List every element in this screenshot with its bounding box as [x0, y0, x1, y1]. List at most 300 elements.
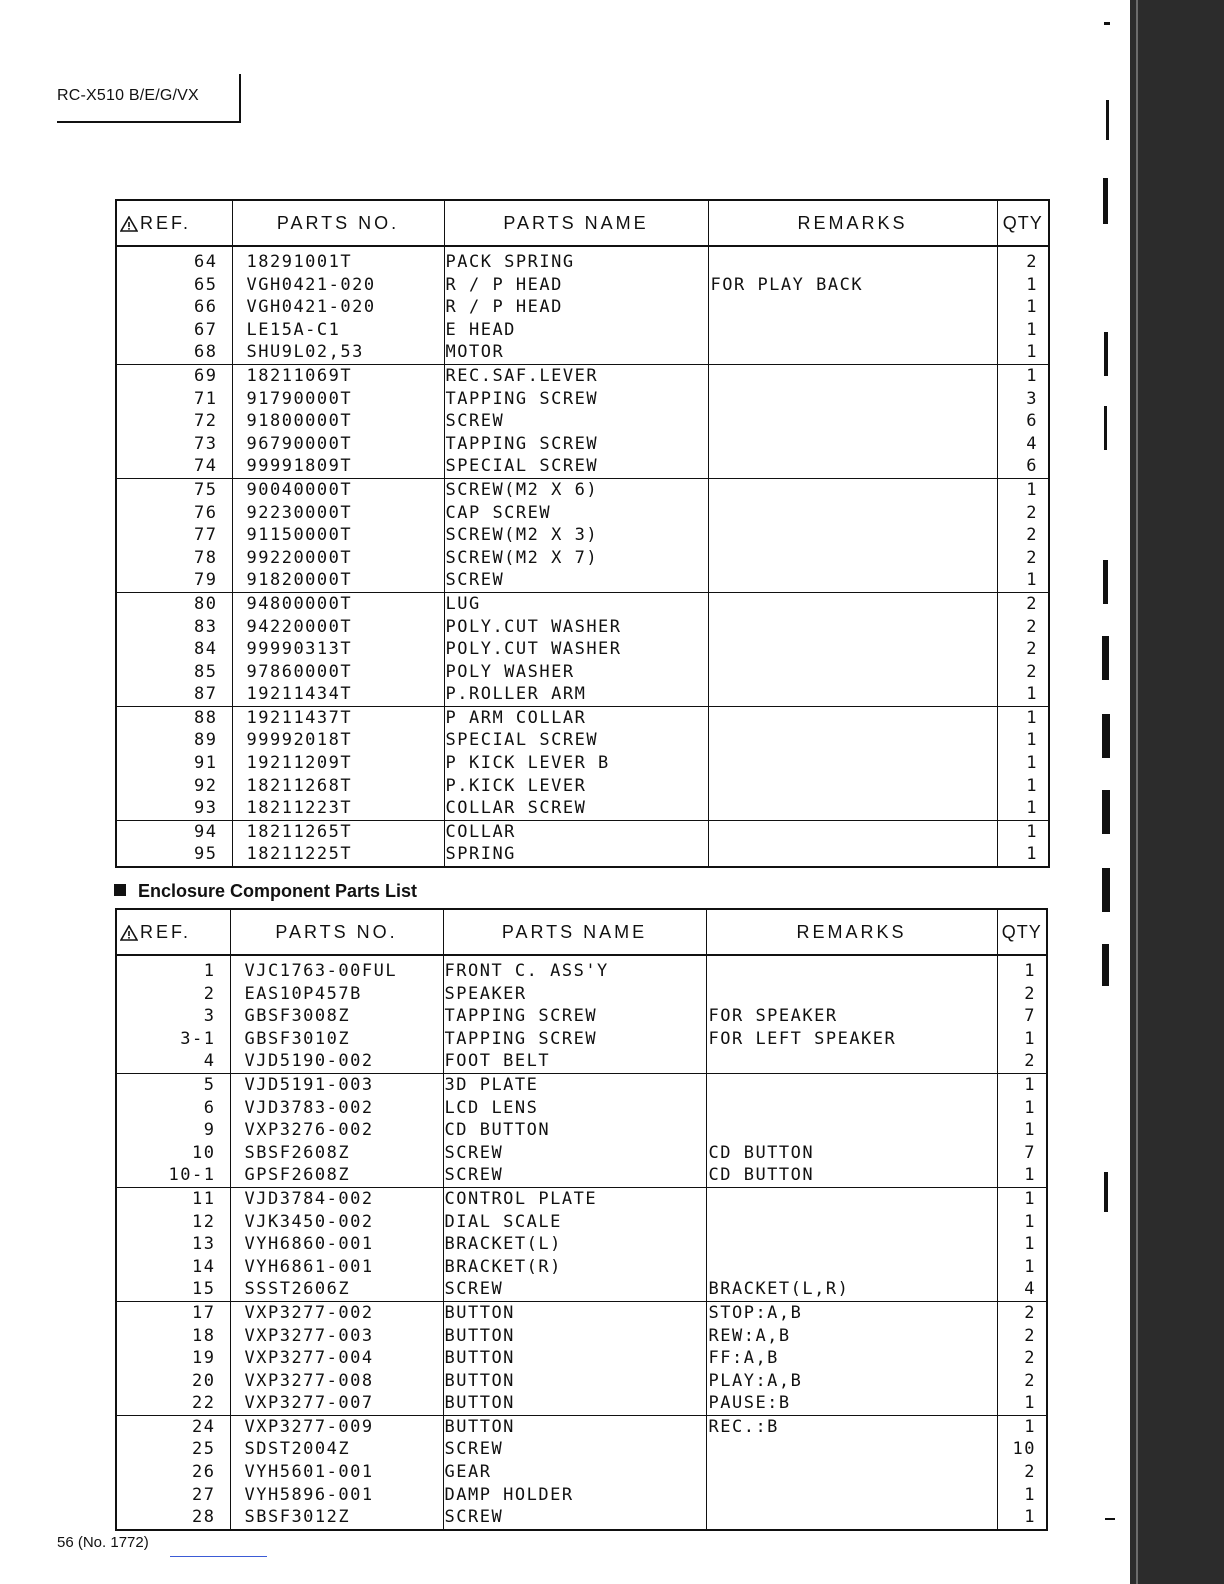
remarks-cell: PAUSE:B	[706, 1392, 997, 1415]
qty-cell: 2	[997, 592, 1049, 615]
part-name-cell: TAPPING SCREW	[444, 433, 708, 456]
ref-cell: 85	[116, 661, 232, 684]
header-divider-vertical	[239, 74, 241, 122]
qty-cell: 1	[997, 1211, 1047, 1234]
remarks-cell	[708, 729, 997, 752]
part-name-cell: FRONT C. ASS'Y	[443, 955, 706, 983]
table-row	[116, 1392, 1047, 1415]
qty-cell: 6	[997, 455, 1049, 478]
remarks-cell	[708, 319, 997, 342]
table-row	[116, 955, 1047, 983]
remarks-cell	[706, 1187, 997, 1210]
table-row	[116, 1233, 1047, 1256]
remarks-cell	[706, 1119, 997, 1142]
qty-cell: 3	[997, 388, 1049, 411]
part-number-cell: VYH5601-001	[230, 1461, 443, 1484]
ref-cell: 75	[116, 478, 232, 501]
parts-no-column-header: PARTS NO.	[230, 909, 443, 955]
ref-cell: 25	[116, 1438, 230, 1461]
remarks-cell	[708, 364, 997, 387]
ref-cell: 17	[116, 1301, 230, 1324]
qty-cell: 1	[997, 683, 1049, 706]
part-name-cell: BRACKET(L)	[443, 1233, 706, 1256]
part-number-cell: 94220000T	[232, 616, 444, 639]
part-number-cell: 18211265T	[232, 820, 444, 843]
part-number-cell: VGH0421-020	[232, 274, 444, 297]
table-header-row	[116, 200, 1049, 246]
remarks-cell: CD BUTTON	[706, 1142, 997, 1165]
part-name-cell: SPRING	[444, 843, 708, 867]
table-row	[116, 1461, 1047, 1484]
qty-cell: 1	[997, 569, 1049, 592]
table-row	[116, 1097, 1047, 1120]
part-name-cell: CAP SCREW	[444, 502, 708, 525]
table-row	[116, 797, 1049, 820]
part-name-cell: R / P HEAD	[444, 274, 708, 297]
qty-cell: 2	[997, 547, 1049, 570]
part-name-cell: SCREW(M2 X 7)	[444, 547, 708, 570]
ref-cell: 2	[116, 983, 230, 1006]
part-name-cell: SCREW	[443, 1164, 706, 1187]
safety-warning-icon	[120, 216, 138, 232]
part-name-cell: SPECIAL SCREW	[444, 729, 708, 752]
part-name-cell: COLLAR	[444, 820, 708, 843]
ref-cell: 9	[116, 1119, 230, 1142]
part-name-cell: P ARM COLLAR	[444, 706, 708, 729]
ref-cell: 10-1	[116, 1164, 230, 1187]
safety-warning-icon	[120, 925, 138, 941]
remarks-cell	[708, 569, 997, 592]
table-row	[116, 1211, 1047, 1234]
part-number-cell: 18211069T	[232, 364, 444, 387]
remarks-cell	[706, 1256, 997, 1279]
part-number-cell: 19211209T	[232, 752, 444, 775]
part-number-cell: VXP3277-003	[230, 1325, 443, 1348]
part-name-cell: SCREW	[443, 1142, 706, 1165]
part-number-cell: VJD3784-002	[230, 1187, 443, 1210]
qty-cell: 1	[997, 1256, 1047, 1279]
remarks-cell	[708, 547, 997, 570]
part-number-cell: EAS10P457B	[230, 983, 443, 1006]
qty-cell: 1	[997, 341, 1049, 364]
part-name-cell: POLY WASHER	[444, 661, 708, 684]
page-number: 56 (No. 1772)	[57, 1534, 149, 1551]
remarks-cell: FOR SPEAKER	[706, 1005, 997, 1028]
part-number-cell: VJC1763-00FUL	[230, 955, 443, 983]
table-row	[116, 1370, 1047, 1393]
remarks-cell	[708, 410, 997, 433]
ref-cell: 22	[116, 1392, 230, 1415]
table-row	[116, 274, 1049, 297]
part-name-cell: SCREW	[443, 1438, 706, 1461]
qty-cell: 1	[997, 478, 1049, 501]
qty-cell: 7	[997, 1005, 1047, 1028]
part-number-cell: GBSF3008Z	[230, 1005, 443, 1028]
parts-no-column-header: PARTS NO.	[232, 200, 444, 246]
table-row	[116, 683, 1049, 706]
qty-cell: 1	[997, 1028, 1047, 1051]
ref-cell: 78	[116, 547, 232, 570]
qty-cell: 2	[997, 1370, 1047, 1393]
part-number-cell: VXP3277-008	[230, 1370, 443, 1393]
part-number-cell: SBSF3012Z	[230, 1506, 443, 1530]
part-number-cell: 90040000T	[232, 478, 444, 501]
part-name-cell: SPECIAL SCREW	[444, 455, 708, 478]
part-number-cell: VYH5896-001	[230, 1484, 443, 1507]
part-name-cell: BUTTON	[443, 1415, 706, 1438]
part-name-cell: SCREW(M2 X 6)	[444, 478, 708, 501]
table-row	[116, 478, 1049, 501]
part-number-cell: 19211437T	[232, 706, 444, 729]
table-row	[116, 1278, 1047, 1301]
remarks-cell	[708, 296, 997, 319]
part-number-cell: VJD3783-002	[230, 1097, 443, 1120]
table-row	[116, 502, 1049, 525]
remarks-cell: FF:A,B	[706, 1347, 997, 1370]
ref-cell: 88	[116, 706, 232, 729]
part-name-cell: CONTROL PLATE	[443, 1187, 706, 1210]
part-number-cell: 18211268T	[232, 775, 444, 798]
remarks-cell	[708, 797, 997, 820]
part-number-cell: VXP3277-007	[230, 1392, 443, 1415]
qty-cell: 1	[997, 1415, 1047, 1438]
parts-name-column-header: PARTS NAME	[443, 909, 706, 955]
qty-cell: 2	[997, 1347, 1047, 1370]
qty-cell: 2	[997, 524, 1049, 547]
part-number-cell: 97860000T	[232, 661, 444, 684]
remarks-cell	[708, 502, 997, 525]
table-row	[116, 1301, 1047, 1324]
part-name-cell: FOOT BELT	[443, 1050, 706, 1073]
part-name-cell: SCREW	[444, 410, 708, 433]
part-number-cell: 18211225T	[232, 843, 444, 867]
qty-cell: 10	[997, 1438, 1047, 1461]
remarks-cell	[708, 478, 997, 501]
part-name-cell: REC.SAF.LEVER	[444, 364, 708, 387]
table-row	[116, 455, 1049, 478]
table-row	[116, 1256, 1047, 1279]
mechanism-parts-table	[115, 199, 1050, 868]
table-row	[116, 547, 1049, 570]
qty-cell: 1	[997, 1187, 1047, 1210]
ref-cell: 84	[116, 638, 232, 661]
ref-cell: 89	[116, 729, 232, 752]
qty-cell: 4	[997, 433, 1049, 456]
remarks-cell	[708, 524, 997, 547]
part-name-cell: MOTOR	[444, 341, 708, 364]
part-name-cell: SCREW	[443, 1278, 706, 1301]
remarks-cell	[708, 592, 997, 615]
table-row	[116, 1119, 1047, 1142]
part-name-cell: TAPPING SCREW	[444, 388, 708, 411]
ref-header-label: REF.	[140, 921, 192, 942]
ref-cell: 6	[116, 1097, 230, 1120]
table-row	[116, 661, 1049, 684]
remarks-cell	[706, 1073, 997, 1096]
qty-column-header: QTY	[997, 909, 1047, 955]
ref-cell: 94	[116, 820, 232, 843]
ref-cell: 80	[116, 592, 232, 615]
ref-cell: 5	[116, 1073, 230, 1096]
section-title	[114, 881, 417, 902]
scan-edge-shadow	[1130, 0, 1224, 1584]
part-name-cell: TAPPING SCREW	[443, 1005, 706, 1028]
table-row	[116, 319, 1049, 342]
part-name-cell: CD BUTTON	[443, 1119, 706, 1142]
table-row	[116, 1438, 1047, 1461]
part-name-cell: BUTTON	[443, 1325, 706, 1348]
part-number-cell: 19211434T	[232, 683, 444, 706]
remarks-cell: FOR LEFT SPEAKER	[706, 1028, 997, 1051]
remarks-cell	[708, 638, 997, 661]
ref-cell: 26	[116, 1461, 230, 1484]
part-number-cell: VXP3277-004	[230, 1347, 443, 1370]
part-name-cell: SCREW	[444, 569, 708, 592]
table-row	[116, 1142, 1047, 1165]
table-row	[116, 296, 1049, 319]
qty-cell: 2	[997, 246, 1049, 274]
qty-cell: 1	[997, 1073, 1047, 1096]
table-row	[116, 388, 1049, 411]
qty-cell: 1	[997, 955, 1047, 983]
table-row	[116, 616, 1049, 639]
remarks-cell	[706, 1097, 997, 1120]
remarks-cell	[706, 955, 997, 983]
part-name-cell: SPEAKER	[443, 983, 706, 1006]
part-name-cell: BUTTON	[443, 1370, 706, 1393]
table-row	[116, 820, 1049, 843]
part-number-cell: GBSF3010Z	[230, 1028, 443, 1051]
ref-cell: 92	[116, 775, 232, 798]
ref-cell: 3-1	[116, 1028, 230, 1051]
part-name-cell: BUTTON	[443, 1301, 706, 1324]
table-row	[116, 775, 1049, 798]
part-name-cell: DAMP HOLDER	[443, 1484, 706, 1507]
remarks-column-header: REMARKS	[708, 200, 997, 246]
part-number-cell: 91150000T	[232, 524, 444, 547]
qty-cell: 2	[997, 502, 1049, 525]
scan-edge-marks	[1094, 0, 1124, 1584]
part-number-cell: 99992018T	[232, 729, 444, 752]
remarks-cell	[708, 683, 997, 706]
ref-cell: 71	[116, 388, 232, 411]
part-name-cell: DIAL SCALE	[443, 1211, 706, 1234]
part-number-cell: VXP3276-002	[230, 1119, 443, 1142]
table-row	[116, 638, 1049, 661]
remarks-cell	[708, 388, 997, 411]
part-name-cell: E HEAD	[444, 319, 708, 342]
remarks-cell	[706, 1050, 997, 1073]
qty-cell: 7	[997, 1142, 1047, 1165]
part-name-cell: 3D PLATE	[443, 1073, 706, 1096]
qty-cell: 1	[997, 1097, 1047, 1120]
part-number-cell: 99991809T	[232, 455, 444, 478]
remarks-cell	[706, 1438, 997, 1461]
model-title: RC-X510 B/E/G/VX	[57, 87, 199, 104]
part-name-cell: PACK SPRING	[444, 246, 708, 274]
remarks-cell	[708, 661, 997, 684]
remarks-cell	[708, 820, 997, 843]
part-name-cell: TAPPING SCREW	[443, 1028, 706, 1051]
ref-cell: 3	[116, 1005, 230, 1028]
qty-cell: 1	[997, 274, 1049, 297]
part-number-cell: VJD5191-003	[230, 1073, 443, 1096]
ref-cell: 95	[116, 843, 232, 867]
remarks-cell	[708, 455, 997, 478]
table-row	[116, 364, 1049, 387]
part-number-cell: 99220000T	[232, 547, 444, 570]
remarks-cell	[706, 1211, 997, 1234]
remarks-cell	[706, 1506, 997, 1530]
ref-cell: 11	[116, 1187, 230, 1210]
ref-cell: 79	[116, 569, 232, 592]
ref-cell: 10	[116, 1142, 230, 1165]
part-number-cell: VXP3277-002	[230, 1301, 443, 1324]
table-row	[116, 1050, 1047, 1073]
part-number-cell: 91790000T	[232, 388, 444, 411]
table-row	[116, 843, 1049, 867]
square-bullet-icon	[114, 884, 126, 896]
part-name-cell: SCREW(M2 X 3)	[444, 524, 708, 547]
remarks-cell: BRACKET(L,R)	[706, 1278, 997, 1301]
qty-cell: 1	[997, 820, 1049, 843]
qty-cell: 1	[997, 797, 1049, 820]
ref-cell: 83	[116, 616, 232, 639]
table-row	[116, 246, 1049, 274]
ref-cell: 24	[116, 1415, 230, 1438]
ref-cell: 67	[116, 319, 232, 342]
ref-column-header	[116, 909, 230, 955]
qty-cell: 1	[997, 775, 1049, 798]
table-row	[116, 1028, 1047, 1051]
part-number-cell: SDST2004Z	[230, 1438, 443, 1461]
table-row	[116, 569, 1049, 592]
qty-cell: 1	[997, 1164, 1047, 1187]
remarks-cell	[708, 616, 997, 639]
table-row	[116, 1005, 1047, 1028]
qty-cell: 1	[997, 1233, 1047, 1256]
qty-cell: 2	[997, 638, 1049, 661]
qty-cell: 1	[997, 729, 1049, 752]
part-number-cell: 99990313T	[232, 638, 444, 661]
table-row	[116, 341, 1049, 364]
part-number-cell: VYH6861-001	[230, 1256, 443, 1279]
ref-cell: 66	[116, 296, 232, 319]
ref-cell: 68	[116, 341, 232, 364]
part-number-cell: VGH0421-020	[232, 296, 444, 319]
part-name-cell: POLY.CUT WASHER	[444, 638, 708, 661]
ref-cell: 27	[116, 1484, 230, 1507]
ref-cell: 91	[116, 752, 232, 775]
part-name-cell: POLY.CUT WASHER	[444, 616, 708, 639]
table-row	[116, 1347, 1047, 1370]
part-number-cell: 91820000T	[232, 569, 444, 592]
remarks-cell	[708, 433, 997, 456]
part-number-cell: 96790000T	[232, 433, 444, 456]
part-name-cell: P.KICK LEVER	[444, 775, 708, 798]
qty-cell: 1	[997, 364, 1049, 387]
qty-cell: 1	[997, 1392, 1047, 1415]
qty-cell: 1	[997, 752, 1049, 775]
table-row	[116, 729, 1049, 752]
part-number-cell: VYH6860-001	[230, 1233, 443, 1256]
remarks-cell: REC.:B	[706, 1415, 997, 1438]
table-row	[116, 983, 1047, 1006]
section-title-text: Enclosure Component Parts List	[138, 881, 418, 901]
ref-cell: 93	[116, 797, 232, 820]
remarks-cell: FOR PLAY BACK	[708, 274, 997, 297]
table-row	[116, 1484, 1047, 1507]
remarks-cell	[708, 775, 997, 798]
part-name-cell: SCREW	[443, 1506, 706, 1530]
part-name-cell: LUG	[444, 592, 708, 615]
table-row	[116, 592, 1049, 615]
ref-cell: 87	[116, 683, 232, 706]
ref-cell: 74	[116, 455, 232, 478]
remarks-cell	[708, 246, 997, 274]
ref-cell: 77	[116, 524, 232, 547]
part-name-cell: COLLAR SCREW	[444, 797, 708, 820]
remarks-column-header: REMARKS	[706, 909, 997, 955]
qty-cell: 2	[997, 1301, 1047, 1324]
remarks-cell	[708, 752, 997, 775]
remarks-cell	[706, 1484, 997, 1507]
ref-column-header	[116, 200, 232, 246]
qty-column-header: QTY	[997, 200, 1049, 246]
remarks-cell	[708, 706, 997, 729]
qty-cell: 1	[997, 843, 1049, 867]
ref-cell: 20	[116, 1370, 230, 1393]
ref-cell: 14	[116, 1256, 230, 1279]
qty-cell: 1	[997, 1119, 1047, 1142]
ref-cell: 76	[116, 502, 232, 525]
remarks-cell	[706, 1461, 997, 1484]
part-number-cell: LE15A-C1	[232, 319, 444, 342]
ref-cell: 18	[116, 1325, 230, 1348]
qty-cell: 1	[997, 1506, 1047, 1530]
part-name-cell: R / P HEAD	[444, 296, 708, 319]
part-name-cell: LCD LENS	[443, 1097, 706, 1120]
header-divider-horizontal	[57, 121, 241, 123]
part-name-cell: BRACKET(R)	[443, 1256, 706, 1279]
remarks-cell: REW:A,B	[706, 1325, 997, 1348]
part-name-cell: BUTTON	[443, 1347, 706, 1370]
remarks-cell	[708, 341, 997, 364]
qty-cell: 2	[997, 1461, 1047, 1484]
part-number-cell: VXP3277-009	[230, 1415, 443, 1438]
part-name-cell: P.ROLLER ARM	[444, 683, 708, 706]
footer-rule	[170, 1556, 267, 1557]
ref-cell: 69	[116, 364, 232, 387]
table-row	[116, 1506, 1047, 1530]
ref-cell: 15	[116, 1278, 230, 1301]
remarks-cell: STOP:A,B	[706, 1301, 997, 1324]
table-row	[116, 1187, 1047, 1210]
part-number-cell: SSST2606Z	[230, 1278, 443, 1301]
ref-cell: 4	[116, 1050, 230, 1073]
table-row	[116, 1415, 1047, 1438]
part-number-cell: VJD5190-002	[230, 1050, 443, 1073]
table-row	[116, 410, 1049, 433]
qty-cell: 4	[997, 1278, 1047, 1301]
ref-cell: 13	[116, 1233, 230, 1256]
qty-cell: 1	[997, 706, 1049, 729]
part-number-cell: SBSF2608Z	[230, 1142, 443, 1165]
part-number-cell: 91800000T	[232, 410, 444, 433]
parts-name-column-header: PARTS NAME	[444, 200, 708, 246]
ref-cell: 73	[116, 433, 232, 456]
table-row	[116, 433, 1049, 456]
